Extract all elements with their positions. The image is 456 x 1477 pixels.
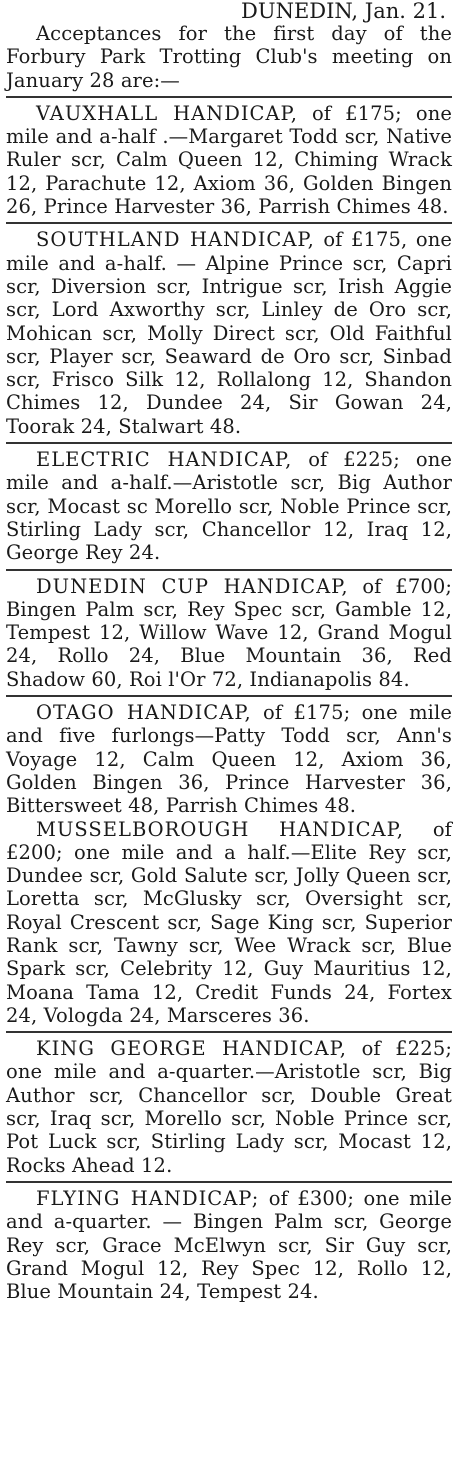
race-paragraph (6, 228, 452, 438)
race-acceptances: of £225; one mile and a-half.—Aristotle scr, Big Author scr, Mocast sc Morello scr, Noble Prince scr, Stirling Lady scr, Chancellor 12, Iraq 12, George Rey 24. (6, 448, 452, 565)
column-rule (6, 442, 452, 444)
race-paragraph (6, 818, 452, 1028)
race-heading: MUSSELBOROUGH HANDICAP, (36, 817, 404, 841)
race-king-george-handicap (6, 1037, 452, 1177)
race-heading: ELECTRIC HANDICAP, (36, 448, 293, 472)
race-paragraph (6, 1037, 452, 1177)
column-rule (6, 1031, 452, 1033)
race-paragraph (6, 575, 452, 691)
intro-paragraph: Acceptances for the first day of the Forbury Park Trotting Club's meeting on January 28 are:— (6, 22, 452, 92)
column-rule (6, 569, 452, 571)
race-heading: DUNEDIN CUP HANDICAP, (36, 574, 349, 598)
race-heading: SOUTHLAND HANDICAP, (36, 228, 315, 252)
race-otago-handicap (6, 701, 452, 817)
race-heading: KING GEORGE HANDICAP, (36, 1037, 347, 1061)
race-acceptances: of £175; one mile and a-half .—Margaret Todd scr, Native Ruler scr, Calm Queen 12, Chiming Wrack 12, Parachute 12, Axiom 36, Golden Bingen 26, Prince Harvester 36, Parrish Chimes 48. (6, 101, 453, 219)
race-southland-handicap (6, 228, 452, 438)
race-acceptances: of £700; Bingen Palm scr, Rey Spec scr, Gamble 12, Tempest 12, Willow Wave 12, Grand Mogul 24, Rollo 24, Blue Mountain 36, Red Shadow 60, Roi l'Or 72, Indianapolis 84. (6, 574, 453, 691)
race-acceptances: of £175, one mile and a-half. — Alpine Prince scr, Capri scr, Diversion scr, Intrigue scr, Irish Aggie scr, Lord Axworthy scr, Linley de Oro scr, Mohican scr, Molly Direct scr, Old Faithful scr, Player scr, Seaward de Oro scr, Sinbad scr, Frisco Silk 12, Rollalong 12, Shandon Chimes 12, Dundee 24, Sir Gowan 24, Toorak 24, Stalwart 48. (6, 228, 452, 438)
race-electric-handicap (6, 448, 452, 564)
race-acceptances: of £225; one mile and a-quarter.—Aristotle scr, Big Author scr, Chancellor scr, Double Great scr, Iraq scr, Morello scr, Noble Prince scr, Pot Luck scr, Stirling Lady scr, Mocast 12, Rocks Ahead 12. (6, 1037, 452, 1177)
race-heading: OTAGO HANDICAP, (36, 701, 252, 725)
column-rule (6, 222, 452, 224)
race-acceptances: of £200; one mile and a half.—Elite Rey scr, Dundee scr, Gold Salute scr, Jolly Queen scr, Loretta scr, McGlusky scr, Oversight scr, Royal Crescent scr, Sage King scr, Superior Rank scr, Tawny scr, Wee Wrack scr, Blue Spark scr, Celebrity 12, Guy Mauritius 12, Moana Tama 12, Credit Funds 24, Fortex 24, Vologda 24, Marsceres 36. (6, 817, 452, 1027)
column-rule (6, 96, 452, 98)
race-dunedin-cup-handicap (6, 575, 452, 691)
race-flying-handicap (6, 1187, 452, 1303)
column-rule (6, 1181, 452, 1183)
dateline: DUNEDIN, Jan. 21. (241, 0, 446, 23)
race-heading: FLYING HANDICAP; (36, 1186, 260, 1210)
race-paragraph (6, 701, 452, 817)
race-acceptances: of £300; one mile and a-quarter. — Bingen Palm scr, George Rey scr, Grace McElwyn scr, Sir Guy scr, Grand Mogul 12, Rey Spec 12, Rollo 12, Blue Mountain 24, Tempest 24. (6, 1186, 452, 1304)
column-rule (6, 695, 452, 697)
race-acceptances: of £175; one mile and five furlongs—Patty Todd scr, Ann's Voyage 12, Calm Queen 12, Axiom 36, Golden Bingen 36, Prince Harvester 36, Bittersweet 48, Parrish Chimes 48. (6, 701, 452, 818)
race-paragraph (6, 1187, 452, 1303)
race-heading: VAUXHALL HANDICAP, (36, 101, 298, 125)
race-musselborough-handicap (6, 818, 452, 1028)
race-paragraph (6, 102, 452, 218)
race-vauxhall-handicap (6, 102, 452, 218)
race-paragraph (6, 448, 452, 564)
